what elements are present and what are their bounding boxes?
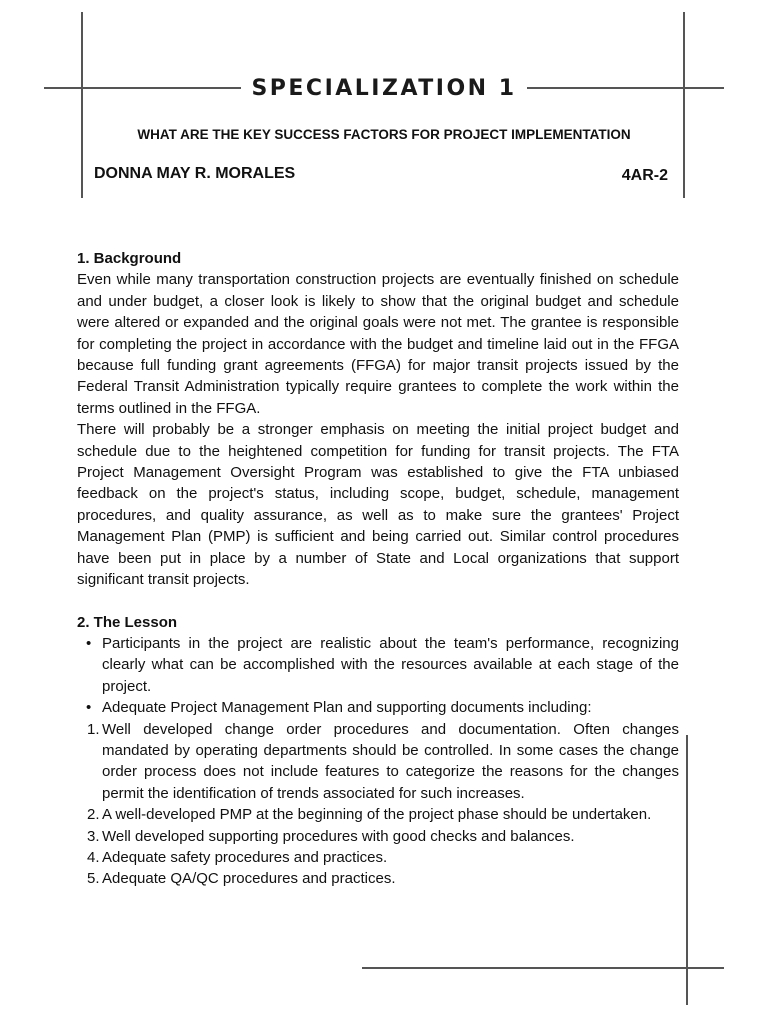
- numbered-item-3: [77, 826, 679, 847]
- page-title-text: SPECIALIZATION 1: [241, 76, 526, 101]
- document-body: [77, 248, 679, 890]
- lesson-heading: 2. The Lesson: [77, 613, 178, 631]
- item-number: 1.: [87, 720, 100, 738]
- item-number: 5.: [87, 870, 100, 888]
- background-paragraph-2: There will probably be a stronger emphasis on meeting the initial project budget and schedule due to the heightened competition for funding for transit projects. The FTA Project Management Oversight Program was established to give the FTA unbiased feedback on the project's status, including scope, budget, schedule, management procedures, and quality assurance, as well as to make sure the grantees' Project Management Plan (PMP) is sufficient and being carried out. Similar control procedures have been put in place by a number of State and Local organizations that support significant transit projects.: [77, 421, 679, 589]
- frame-line-top-left-vertical: [81, 12, 83, 198]
- frame-line-top-right-vertical: [683, 12, 685, 198]
- class-section: 4AR-2: [621, 167, 668, 184]
- item-text: A well-developed PMP at the beginning of the project phase should be undertaken.: [102, 806, 652, 824]
- page-title: [0, 76, 768, 101]
- item-number: 2.: [87, 806, 100, 824]
- numbered-item-4: [77, 847, 679, 868]
- author-name: DONNA MAY R. MORALES: [94, 165, 296, 182]
- lesson-numbered-list: [77, 719, 679, 890]
- frame-line-bottom-horizontal: [362, 967, 724, 969]
- numbered-item-1: [77, 719, 679, 805]
- section-spacer: [77, 591, 679, 612]
- item-text: Well developed change order procedures and documentation. Often changes mandated by operating departments should be controlled. In some cases the change order process does not include features to categorize the reasons for the changes permit the identification of trends associated for such increases.: [102, 720, 679, 802]
- item-text: Adequate QA/QC procedures and practices.: [102, 870, 396, 888]
- item-number: 4.: [87, 848, 100, 866]
- lesson-bullet-1: • Participants in the project are realistic about the team's performance, recognizing clearly what can be accomplished with the resources available at each stage of the project.: [77, 633, 679, 697]
- background-paragraph-1: Even while many transportation construction projects are eventually finished on schedule and under budget, a closer look is likely to show that the original budget and schedule were altered or expanded and the original goals were not met. The grantee is responsible for completing the project in accordance with the budget and timeline laid out in the FFGA because full funding grant agreements (FFGA) for major transit projects issued by the Federal Transit Administration typically require grantees to complete the work within the terms outlined in the FFGA.: [77, 271, 679, 417]
- numbered-item-5: [77, 868, 679, 889]
- item-text: Well developed supporting procedures with good checks and balances.: [102, 827, 575, 845]
- numbered-item-2: [77, 804, 679, 825]
- page-subtitle: WHAT ARE THE KEY SUCCESS FACTORS FOR PROJECT IMPLEMENTATION: [137, 127, 631, 142]
- item-number: 3.: [87, 827, 100, 845]
- background-heading: 1. Background: [77, 250, 182, 267]
- frame-line-bottom-right-vertical: [686, 735, 688, 1005]
- lesson-bullet-2: • Adequate Project Management Plan and supporting documents including:: [77, 697, 679, 718]
- lesson-bullet-list: [77, 633, 679, 719]
- item-text: Adequate safety procedures and practices.: [102, 848, 388, 866]
